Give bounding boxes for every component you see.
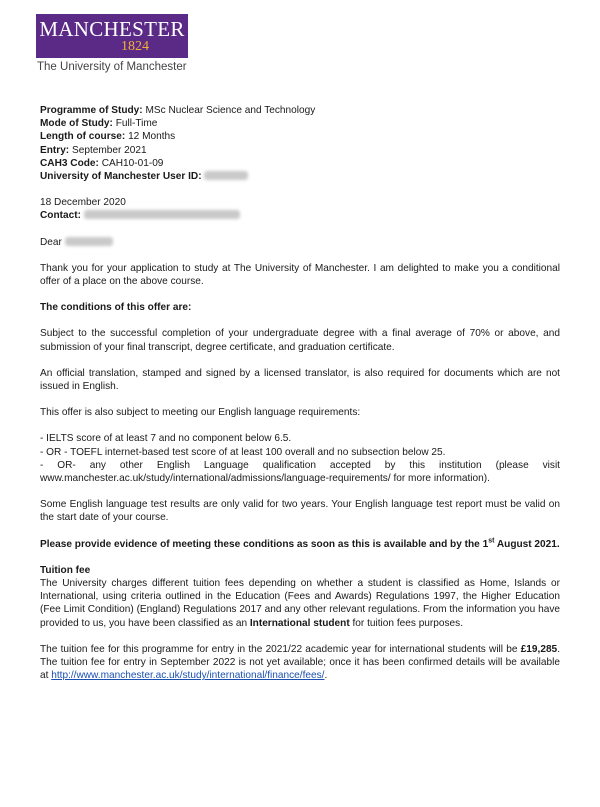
- offer-letter: [40, 104, 560, 696]
- tuition-fee-paragraph: The tuition fee for this programme for entry in the 2021/22 academic year for international students will be £19,285. The tuition fee for entry in September 2022 is not yet available; once it has been confirmed details will be available at http://www.manchester.ac.uk/study/international/finance/fees/.: [40, 643, 560, 682]
- contact-line: Contact:: [40, 209, 560, 222]
- university-name: The University of Manchester: [37, 61, 187, 73]
- english-options: [40, 432, 560, 485]
- intro-paragraph: Thank you for your application to study at The University of Manchester. I am delighted to make you a conditional offer of a place on the above course.: [40, 262, 560, 288]
- entry-line: Entry: September 2021: [40, 144, 147, 156]
- fees-link[interactable]: http://www.manchester.ac.uk/study/international/finance/fees/: [51, 670, 325, 682]
- english-intro: This offer is also subject to meeting our English language requirements:: [40, 407, 361, 419]
- evidence-deadline: Please provide evidence of meeting these conditions as soon as this is available and by the 1st August 2021.: [40, 537, 560, 550]
- tuition-section: Tuition fee The University charges different tuition fees depending on whether a student is classified as Home, Islands or International, using criteria outlined in the Education (Fees and Awards) Regulations 1997, the Higher Education (Fee Limit Condition) (England) Regulations 2017 and any other relevant regulations. From the information you have provided to us, you have been classified as an International student for tuition fees purposes.: [40, 564, 560, 629]
- logo-year: 1824: [121, 39, 149, 54]
- logo-wordmark: MANCHESTER: [39, 17, 185, 41]
- english-validity: Some English language test results are only valid for two years. Your English language test report must be valid on the start date of your course.: [40, 499, 560, 524]
- redacted-contact: [84, 210, 240, 219]
- condition-degree: Subject to the successful completion of your undergraduate degree with a final average of 70% or above, and submission of your final transcript, degree certificate, and graduation certificate.: [40, 328, 560, 353]
- english-option-ielts: - IELTS score of at least 7 and no component below 6.5.: [40, 433, 292, 445]
- english-option-toefl: - OR - TOEFL internet-based test score of at least 100 overall and no subsection below 25.: [40, 446, 446, 458]
- letter-header: [40, 104, 560, 183]
- programme-line: Programme of Study: MSc Nuclear Science and Technology: [40, 105, 316, 116]
- date-contact: [40, 196, 560, 222]
- fee-status: International student: [249, 617, 350, 629]
- tuition-heading: Tuition fee: [40, 564, 91, 576]
- userid-line: University of Manchester User ID:: [40, 170, 560, 183]
- cah3-line: CAH3 Code: CAH10-01-09: [40, 157, 164, 169]
- english-option-other: - OR- any other English Language qualification accepted by this institution (please visit www.manchester.ac.uk/study/international/admissions/language-requirements/ for more information).: [40, 459, 560, 485]
- letter-date: 18 December 2020: [40, 197, 126, 209]
- condition-translation: An official translation, stamped and signed by a licensed translator, is also required for documents which are not issued in English.: [40, 367, 560, 393]
- mode-line: Mode of Study: Full-Time: [40, 118, 158, 130]
- redacted-name: [65, 237, 113, 246]
- salutation: Dear: [40, 236, 560, 249]
- university-logo: [36, 14, 188, 58]
- conditions-heading: The conditions of this offer are:: [40, 302, 192, 314]
- redacted-user-id: [204, 171, 248, 180]
- tuition-fee-amount: £19,285: [520, 643, 558, 655]
- length-line: Length of course: 12 Months: [40, 131, 176, 143]
